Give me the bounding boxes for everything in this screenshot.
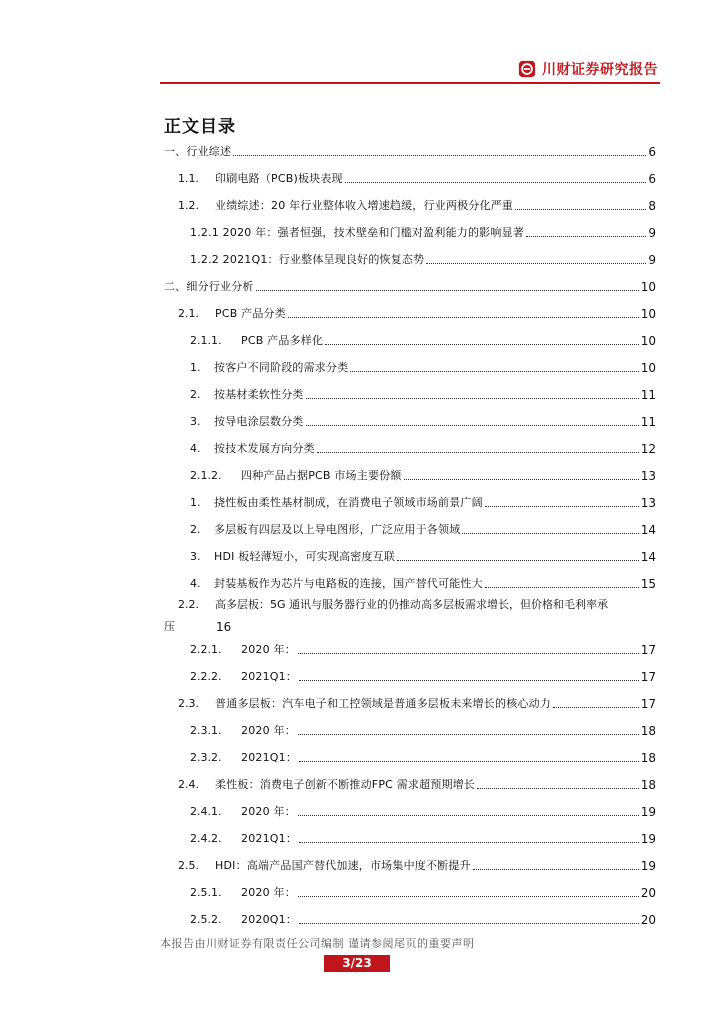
toc-entry[interactable] xyxy=(164,302,656,322)
toc-leader xyxy=(317,452,639,453)
toc-entry-page: 12 xyxy=(640,442,656,456)
toc-entry[interactable] xyxy=(164,665,656,685)
toc-entry-number: 1.2. xyxy=(178,199,199,212)
toc-entry[interactable] xyxy=(164,594,656,638)
toc-leader xyxy=(298,734,639,735)
toc-leader xyxy=(306,425,639,426)
toc-entry-page: 18 xyxy=(640,778,656,792)
toc-entry-text: 四种产品占据PCB 市场主要份额 xyxy=(241,469,402,482)
toc-entry-number: 2.3. xyxy=(178,697,199,710)
toc-entry-text: 按客户不同阶段的需求分类 xyxy=(214,361,349,374)
chuancai-logo-icon xyxy=(518,60,536,78)
toc-entry[interactable] xyxy=(164,719,656,739)
toc-entry-page: 6 xyxy=(648,145,656,159)
toc-entry-number: 2.5.2. xyxy=(190,913,222,926)
toc-entry-number: 2.4.1. xyxy=(190,805,222,818)
toc-entry-text: 2021Q1： xyxy=(241,670,298,683)
toc-entry[interactable] xyxy=(164,464,656,484)
toc-entry[interactable] xyxy=(164,854,656,874)
toc-leader xyxy=(553,707,639,708)
toc-entry-page: 17 xyxy=(640,643,656,657)
toc-entry-page: 11 xyxy=(640,388,656,402)
toc-leader xyxy=(350,371,638,372)
toc-entry[interactable] xyxy=(164,167,656,187)
toc-leader xyxy=(485,587,639,588)
toc-entry-page: 17 xyxy=(640,697,656,711)
toc-leader xyxy=(397,560,639,561)
toc-leader xyxy=(299,680,639,681)
toc-entry-text: 业绩综述：20 年行业整体收入增速趋缓，行业两极分化严重 xyxy=(215,199,514,212)
toc-entry[interactable] xyxy=(164,773,656,793)
toc-entry-number: 2.2.1. xyxy=(190,643,222,656)
toc-entry[interactable] xyxy=(164,800,656,820)
brand xyxy=(518,58,658,80)
toc-leader xyxy=(526,236,646,237)
toc-entry-number: 3. xyxy=(190,550,201,563)
toc-entry-page: 10 xyxy=(640,307,656,321)
toc-entry-page: 10 xyxy=(640,280,656,294)
toc-entry[interactable] xyxy=(164,572,656,592)
toc-entry-page: 15 xyxy=(640,577,656,591)
toc-entry-number: 3. xyxy=(190,415,201,428)
toc-entry-text: HDI 板轻薄短小，可实现高密度互联 xyxy=(214,550,396,563)
toc-entry-number: 2.3.1. xyxy=(190,724,222,737)
toc-entry-text: 封装基板作为芯片与电路板的连接，国产替代可能性大 xyxy=(214,577,483,590)
toc-entry[interactable] xyxy=(164,194,656,214)
toc-leader xyxy=(515,209,646,210)
toc-entry-page: 19 xyxy=(640,805,656,819)
toc-entry-number: 4. xyxy=(190,577,201,590)
toc-entry-text: 2021Q1： xyxy=(241,751,298,764)
toc-entry-page: 14 xyxy=(640,523,656,537)
toc-entry-page: 11 xyxy=(640,415,656,429)
toc-leader xyxy=(298,896,639,897)
toc-entry-number: 1.1. xyxy=(178,172,199,185)
toc-leader xyxy=(299,923,639,924)
toc-entry-page: 20 xyxy=(640,886,656,900)
toc-entry-number: 2.4. xyxy=(178,778,199,791)
toc-entry[interactable] xyxy=(164,881,656,901)
toc-entry[interactable] xyxy=(164,518,656,538)
toc-entry-page: 8 xyxy=(648,199,656,213)
toc-leader xyxy=(298,815,639,816)
toc-entry[interactable] xyxy=(164,140,656,160)
toc-leader xyxy=(404,479,639,480)
toc-entry-number: 2.1.1. xyxy=(190,334,222,347)
toc-leader xyxy=(477,788,639,789)
toc-entry-text-cont: 压 xyxy=(164,620,175,633)
toc-entry-page: 9 xyxy=(648,253,656,267)
toc-entry-text: 二、细分行业分析 xyxy=(164,280,254,293)
toc-leader xyxy=(299,761,639,762)
page-number-badge: 3/23 xyxy=(324,955,390,972)
toc-entry-page: 13 xyxy=(640,496,656,510)
brand-name: 川财证券研究报告 xyxy=(542,62,658,78)
toc-leader xyxy=(288,317,639,318)
toc-entry[interactable] xyxy=(164,329,656,349)
toc-entry[interactable] xyxy=(164,410,656,430)
toc-entry-text: 高多层板：5G 通讯与服务器行业的仍推动高多层板需求增长，但价格和毛利率承 xyxy=(215,598,609,611)
toc-entry-number: 2.1. xyxy=(178,307,199,320)
header-divider xyxy=(160,82,660,84)
toc-entry-text: 柔性板：消费电子创新不断推动FPC 需求超预期增长 xyxy=(215,778,476,791)
toc-entry[interactable] xyxy=(164,248,656,268)
toc-leader xyxy=(426,263,646,264)
toc-entry-page: 6 xyxy=(648,172,656,186)
toc-entry-number: 2.5. xyxy=(178,859,199,872)
toc-entry-page: 18 xyxy=(640,724,656,738)
toc-entry-text: 2020Q1： xyxy=(241,913,298,926)
toc-leader xyxy=(298,653,639,654)
toc-leader xyxy=(345,182,647,183)
toc-entry-page: 10 xyxy=(640,361,656,375)
toc-leader xyxy=(325,344,639,345)
toc-entry-page: 10 xyxy=(640,334,656,348)
toc-entry-text: PCB 产品分类 xyxy=(215,307,286,320)
toc-entry-text: 2020 年： xyxy=(241,805,296,818)
toc-entry-text: 挠性板由柔性基材制成，在消费电子领域市场前景广阔 xyxy=(214,496,483,509)
toc-entry-number: 4. xyxy=(190,442,201,455)
toc-entry-text: 普通多层板：汽车电子和工控领域是普通多层板未来增长的核心动力 xyxy=(215,697,551,710)
toc-entry[interactable] xyxy=(164,545,656,565)
page-title: 正文目录 xyxy=(164,117,236,137)
toc-entry-text: 多层板有四层及以上导电图形，广泛应用于各领域 xyxy=(214,523,461,536)
toc-entry-page: 19 xyxy=(640,859,656,873)
toc-entry-page: 20 xyxy=(640,913,656,927)
toc-entry-text: HDI：高端产品国产替代加速，市场集中度不断提升 xyxy=(215,859,471,872)
toc-entry-text: 按技术发展方向分类 xyxy=(214,442,315,455)
toc-entry-number: 2. xyxy=(190,388,201,401)
toc-entry-number: 2. xyxy=(190,523,201,536)
toc-entry[interactable] xyxy=(164,383,656,403)
toc-entry-number: 1. xyxy=(190,496,201,509)
toc-entry-page: 16 xyxy=(216,620,232,634)
toc-entry[interactable] xyxy=(164,638,656,658)
toc-leader xyxy=(485,506,639,507)
toc-entry-text: 1.2.1 2020 年：强者恒强，技术壁垒和门槛对盈利能力的影响显著 xyxy=(190,226,524,239)
toc-entry-number: 2.2. xyxy=(178,598,199,611)
toc-entry[interactable] xyxy=(164,692,656,712)
toc-leader xyxy=(299,842,639,843)
toc-leader xyxy=(306,398,639,399)
toc-entry-page: 17 xyxy=(640,670,656,684)
toc-entry-text: 印刷电路（PCB)板块表现 xyxy=(215,172,343,185)
toc-entry-text: 2020 年： xyxy=(241,886,296,899)
toc-entry-text: 2020 年： xyxy=(241,643,296,656)
toc-entry-text: 2020 年： xyxy=(241,724,296,737)
toc-entry-text: 一、行业综述 xyxy=(164,145,232,158)
toc-leader xyxy=(233,155,646,156)
page-header xyxy=(160,54,660,84)
toc-entry[interactable] xyxy=(164,827,656,847)
toc-entry-number: 2.5.1. xyxy=(190,886,222,899)
toc-entry-text: 按导电涂层数分类 xyxy=(214,415,304,428)
toc-entry-page: 13 xyxy=(640,469,656,483)
toc-entry[interactable] xyxy=(164,221,656,241)
toc-entry-text: 1.2.2 2021Q1：行业整体呈现良好的恢复态势 xyxy=(190,253,425,266)
toc-entry[interactable] xyxy=(164,908,656,928)
footer-disclaimer: 本报告由川财证券有限责任公司编制 谨请参阅尾页的重要声明 xyxy=(160,937,475,950)
toc-entry[interactable] xyxy=(164,491,656,511)
toc-entry[interactable] xyxy=(164,437,656,457)
toc-entry-page: 19 xyxy=(640,832,656,846)
toc-entry-text: 按基材柔软性分类 xyxy=(214,388,304,401)
toc-entry-number: 2.2.2. xyxy=(190,670,222,683)
toc-entry-number: 2.3.2. xyxy=(190,751,222,764)
toc-entry-page: 14 xyxy=(640,550,656,564)
toc-entry-number: 2.4.2. xyxy=(190,832,222,845)
toc-leader xyxy=(462,533,638,534)
toc-entry-page: 9 xyxy=(648,226,656,240)
toc-entry-text: 2021Q1： xyxy=(241,832,298,845)
toc-entry[interactable] xyxy=(164,275,656,295)
toc-entry[interactable] xyxy=(164,356,656,376)
toc-entry[interactable] xyxy=(164,746,656,766)
toc-leader xyxy=(473,869,639,870)
toc-entry-text: PCB 产品多样化 xyxy=(241,334,324,347)
toc-entry-number: 2.1.2. xyxy=(190,469,222,482)
toc-entry-number: 1. xyxy=(190,361,201,374)
toc-leader xyxy=(256,290,639,291)
toc-entry-page: 18 xyxy=(640,751,656,765)
